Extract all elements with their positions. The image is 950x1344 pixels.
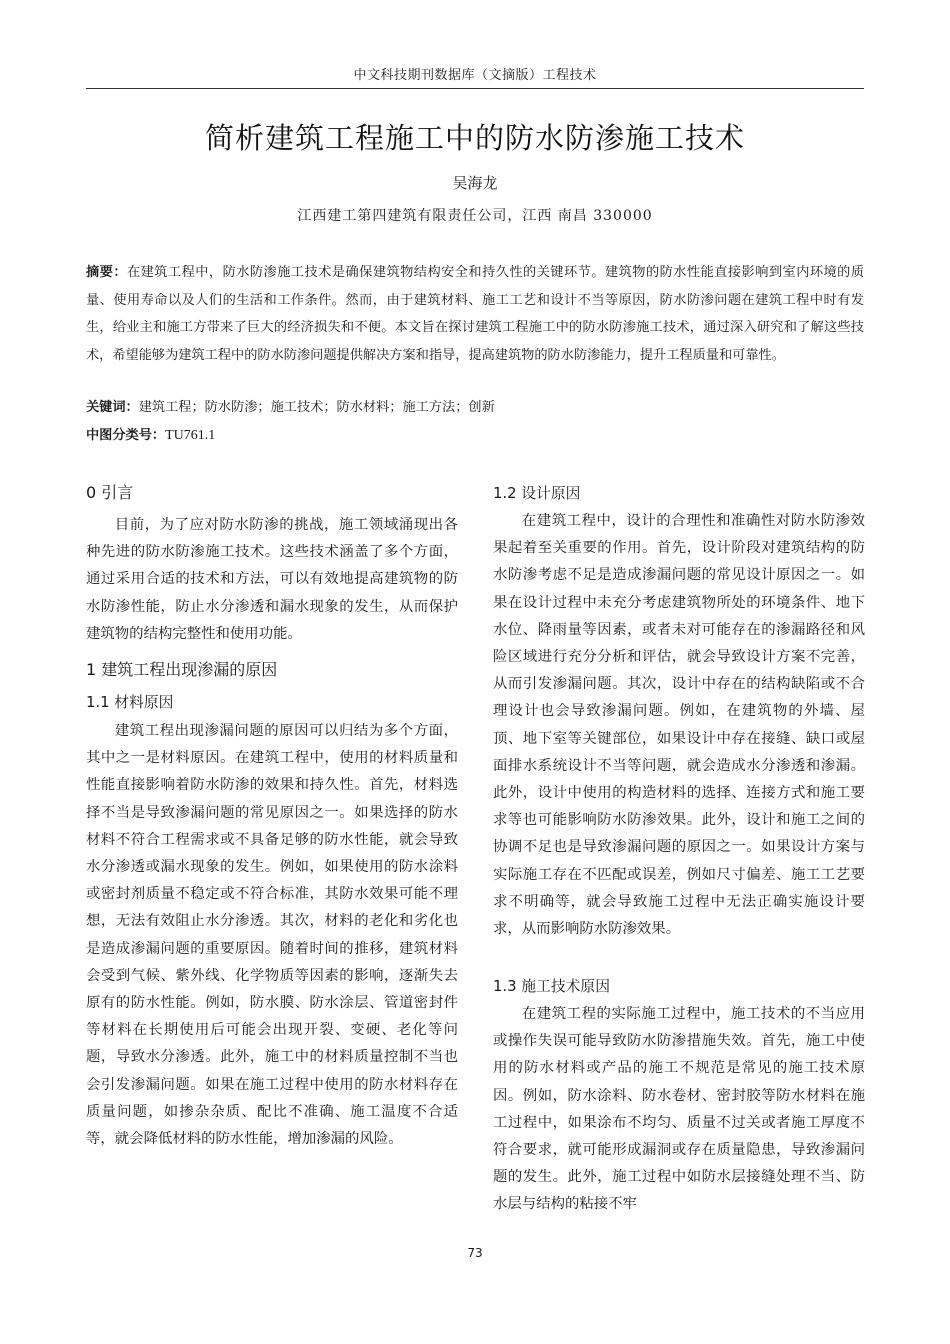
- journal-header: 中文科技期刊数据库（文摘版）工程技术: [353, 68, 597, 83]
- keywords-text: 建筑工程；防水防渗；施工技术；防水材料；施工方法；创新: [138, 400, 495, 415]
- abstract-label: 摘要：: [86, 265, 127, 280]
- author-affiliation: 江西建工第四建筑有限责任公司，江西 南昌 330000: [297, 208, 653, 224]
- paper-title: 简析建筑工程施工中的防水防渗施工技术: [204, 121, 745, 155]
- section-1-3-heading: 1.3 施工技术原因: [493, 978, 611, 995]
- section-1-1-paragraph: 建筑工程出现渗漏问题的原因可以归结为多个方面，其中之一是材料原因。在建筑工程中，使用的材料质量和性能直接影响着防水防渗的效果和持久性。首先，材料选择不当是导致渗漏问题的常见原因之一。如果选择的防水材料不符合工程需求或不具备足够的防水性能，就会导致水分渗透或漏水现象的发生。例如，如果使用的防水涂料或密封剂质量不稳定或不符合标准，其防水效果可能不理想，无法有效阻止水分渗透。其次，材料的老化和劣化也是造成渗漏问题的重要原因。随着时间的推移，建筑材料会受到气候、紫外线、化学物质等因素的影响，逐渐失去原有的防水性能。例如，防水膜、防水涂层、管道密封件等材料在长期使用后可能会出现开裂、变硬、老化等问题，导致水分渗透。此外，施工中的材料质量控制不当也会引发渗漏问题。如果在施工过程中使用的防水材料存在质量问题，如掺杂杂质、配比不准确、施工温度不合适等，就会降低材料的防水性能，增加渗漏的风险。: [86, 723, 458, 1148]
- abstract: [86, 259, 864, 369]
- section-0-heading: 0 引言: [86, 483, 134, 502]
- classification-number: [86, 424, 864, 444]
- section-0-paragraph: 目前，为了应对防水防渗的挑战，施工领域涌现出各种先进的防水防渗施工技术。这些技术涵盖了多个方面，通过采用合适的技术和方法，可以有效地提高建筑物的防水防渗性能，防止水分渗透和漏水现象的发生，从而保护建筑物的结构完整性和使用功能。: [86, 517, 458, 642]
- section-1-heading: 1 建筑工程出现渗漏的原因: [86, 660, 278, 679]
- section-1-3-paragraph: 在建筑工程的实际施工过程中，施工技术的不当应用或操作失误可能导致防水防渗措施失效。首先，施工中使用的防水材料或产品的施工不规范是常见的施工技术原因。例如，防水涂料、防水卷材、密封胶等防水材料在施工过程中，如果涂布不均匀、质量不过关或者施工厚度不符合要求，就可能形成漏洞或存在质量隐患，导致渗漏问题的发生。此外，施工过程中如防水层接缝处理不当、防水层与结构的粘接不牢: [493, 1006, 865, 1213]
- section-1-2-paragraph: 在建筑工程中，设计的合理性和准确性对防水防渗效果起着至关重要的作用。首先，设计阶段对建筑结构的防水防渗考虑不足是造成渗漏问题的常见设计原因之一。如果在设计过程中未充分考虑建筑物所处的环境条件、地下水位、降雨量等因素，或者未对可能存在的渗漏路径和风险区域进行充分分析和评估，就会导致设计方案不完善，从而引发渗漏问题。其次，设计中存在的结构缺陷或不合理设计也会导致渗漏问题。例如，在建筑物的外墙、屋顶、地下室等关键部位，如果设计中存在接缝、缺口或屋面排水系统设计不当等问题，就会造成水分渗透和渗漏。此外，设计中使用的构造材料的选择、连接方式和施工要求等也可能影响防水防渗效果。此外，设计和施工之间的协调不足也是导致渗漏问题的原因之一。如果设计方案与实际施工存在不匹配或误差，例如尺寸偏差、施工工艺要求不明确等，就会导致施工过程中无法正确实施设计要求，从而影响防水防渗效果。: [493, 513, 865, 938]
- section-1-1-heading: 1.1 材料原因: [86, 694, 174, 711]
- keywords: [86, 396, 864, 415]
- page-number: 73: [467, 1246, 483, 1260]
- keywords-label: 关键词：: [86, 400, 139, 415]
- clc-value: TU761.1: [165, 428, 216, 443]
- author-name: 吴海龙: [452, 174, 498, 192]
- abstract-text: 在建筑工程中，防水防渗施工技术是确保建筑物结构安全和持久性的关键环节。建筑物的防水性能直接影响到室内环境的质量、使用寿命以及人们的生活和工作条件。然而，由于建筑材料、施工工艺和设计不当等原因，防水防渗问题在建筑工程中时有发生，给业主和施工方带来了巨大的经济损失和不便。本文旨在探讨建筑工程施工中的防水防渗施工技术，通过深入研究和了解这些技术，希望能够为建筑工程中的防水防渗问题提供解决方案和指导，提高建筑物的防水防渗能力，提升工程质量和可靠性。: [86, 265, 865, 363]
- section-1-2-heading: 1.2 设计原因: [493, 485, 581, 502]
- header-divider: [86, 88, 864, 89]
- clc-label: 中图分类号：: [86, 428, 166, 443]
